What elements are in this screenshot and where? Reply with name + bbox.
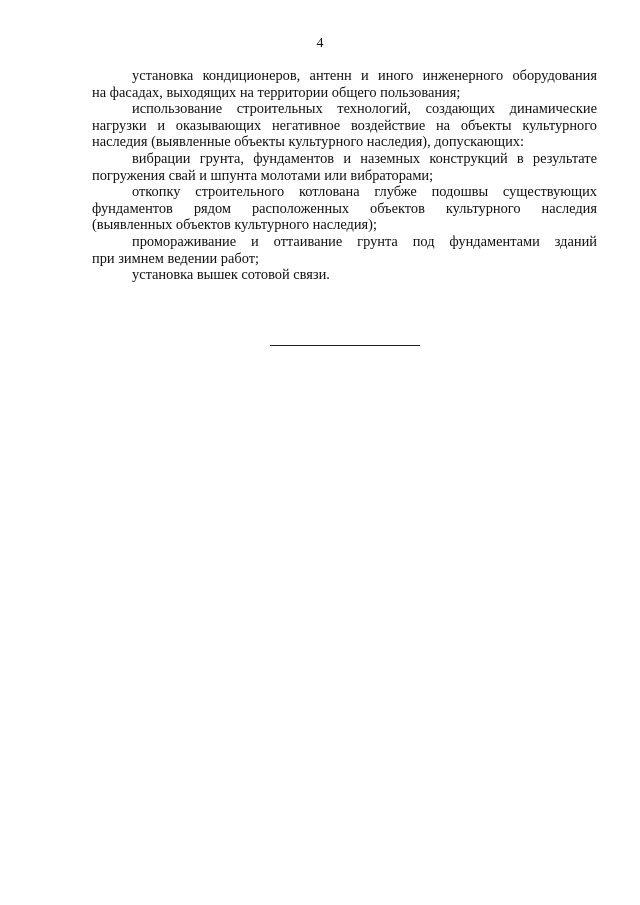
page-number: 4 [316,36,324,51]
text-line: промораживание и оттаивание грунта под фундаментами зданий [132,233,597,250]
text-line: вибрации грунта, фундаментов и наземных конструкций в результате [132,150,597,167]
paragraph-air-conditioners [92,68,597,101]
text-line: установка кондиционеров, антенн и иного инженерного оборудования [132,68,597,84]
text-line: использование строительных технологий, создающих динамические [132,101,597,118]
text-line: погружения свай и шпунта молотами или вибраторами; [92,167,434,184]
paragraph-cell-towers [92,267,597,284]
text-line: фундаментов рядом расположенных объектов культурного наследия [92,200,597,217]
text-line: нагрузки и оказывающих негативное воздействие на объекты культурного [92,117,597,134]
paragraph-freezing-thawing [92,234,597,267]
document-body [92,68,597,284]
text-line: установка вышек сотовой связи. [132,267,330,284]
text-line: на фасадах, выходящих на территории общего пользования; [92,84,461,101]
text-line: откопку строительного котлована глубже подошвы существующих [132,184,597,201]
paragraph-construction-technologies [92,101,597,151]
text-line: при зимнем ведении работ; [92,250,259,267]
paragraph-excavation [92,184,597,234]
end-separator-line [270,345,420,346]
text-line: наследия (выявленные объекты культурного наследия), допускающих: [92,134,524,151]
text-line: (выявленных объектов культурного наследия); [92,217,377,234]
paragraph-ground-vibration [92,151,597,184]
